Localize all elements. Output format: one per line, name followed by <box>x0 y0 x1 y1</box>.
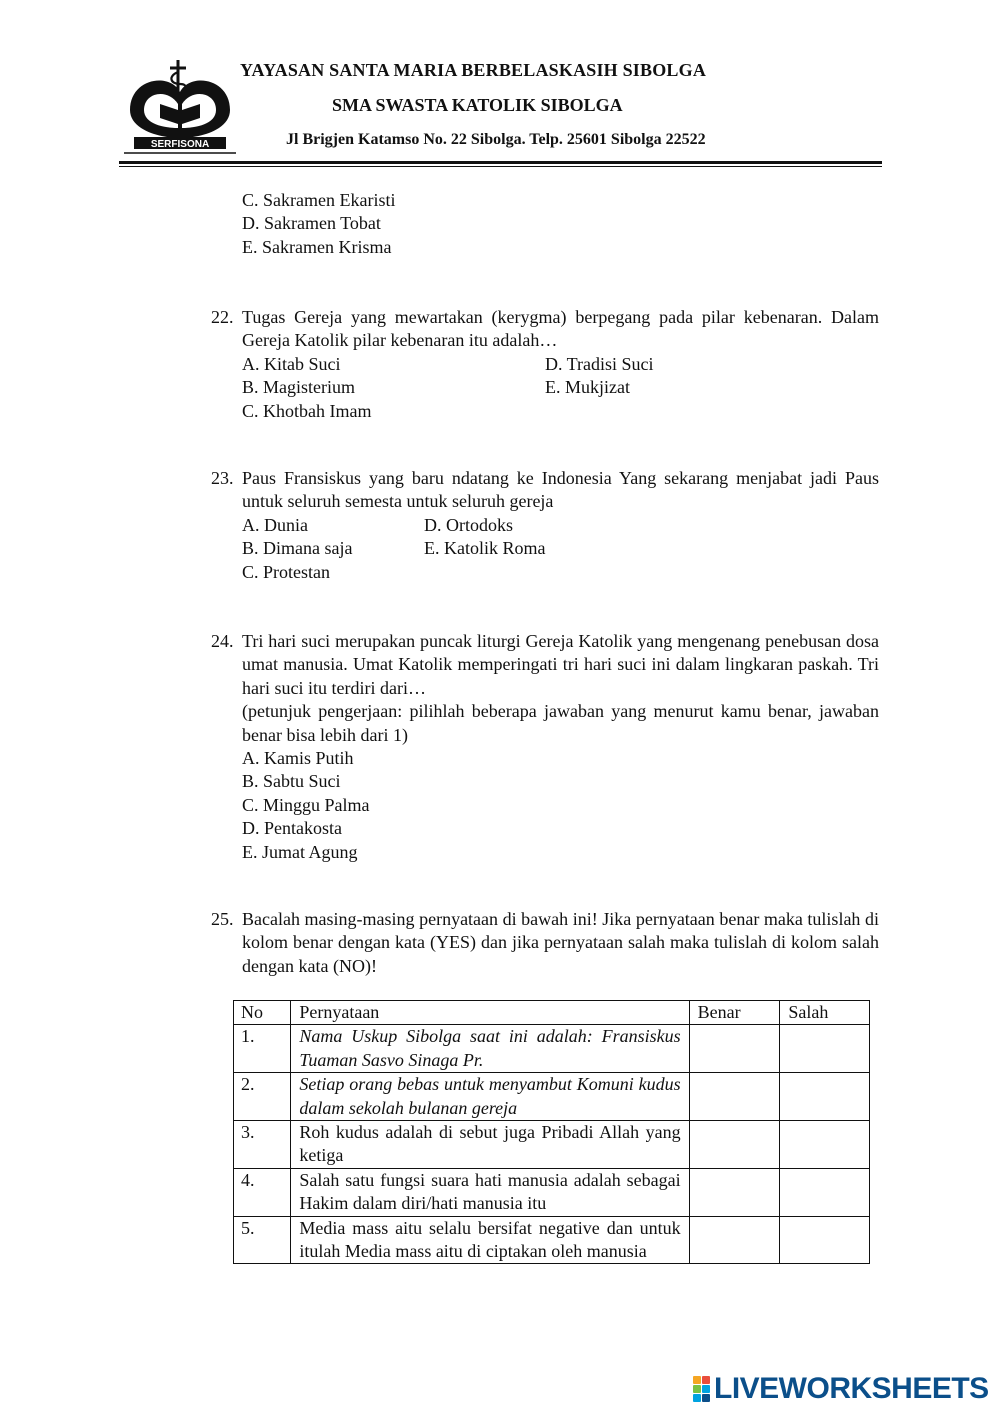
answer-true-cell[interactable] <box>689 1025 780 1073</box>
option-a[interactable]: A. Kamis Putih <box>242 748 354 769</box>
option-row <box>242 514 879 537</box>
answer-false-cell[interactable] <box>780 1073 870 1121</box>
statement-text: Roh kudus adalah di sebut juga Pribadi Allah yang ketiga <box>291 1121 689 1169</box>
row-number: 4. <box>234 1168 291 1216</box>
option-a[interactable]: A. Dunia <box>242 514 308 535</box>
question-23 <box>211 467 879 584</box>
option-a[interactable]: A. Kitab Suci <box>242 353 341 374</box>
row-number: 5. <box>234 1216 291 1264</box>
question-number: 25. <box>211 909 234 929</box>
row-number: 2. <box>234 1073 291 1121</box>
school-name: SMA SWASTA KATOLIK SIBOLGA <box>332 95 623 115</box>
school-header <box>0 0 1000 170</box>
statement-text: Salah satu fungsi suara hati manusia adalah sebagai Hakim dalam diri/hati manusia itu <box>291 1168 689 1216</box>
school-address: Jl Brigjen Katamso No. 22 Sibolga. Telp. 25601 Sibolga 22522 <box>286 131 706 148</box>
true-false-table <box>233 1000 870 1264</box>
header-no: No <box>234 1001 291 1025</box>
brand-wordmark: LIVEWORKSHEETS <box>714 1372 989 1405</box>
answer-true-cell[interactable] <box>689 1073 780 1121</box>
question-instruction: (petunjuk pengerjaan: pilihlah beberapa jawaban yang menurut kamu benar, jawaban benar bisa lebih dari 1) <box>242 701 879 745</box>
option-c[interactable]: C. Minggu Palma <box>242 794 370 815</box>
table-row <box>234 1121 870 1169</box>
liveworksheets-brand[interactable] <box>693 1373 989 1405</box>
question-stem: Bacalah masing-masing pernyataan di bawah ini! Jika pernyataan benar maka tulislah di kolom benar dengan kata (YES) dan jika pernyataan salah maka tulislah di kolom salah dengan kata (NO)! <box>242 909 879 976</box>
question-number: 24. <box>211 631 234 651</box>
option-b[interactable]: B. Magisterium <box>242 377 355 398</box>
header-true: Benar <box>689 1001 780 1025</box>
question-24 <box>211 630 879 864</box>
question-number: 23. <box>211 468 234 488</box>
svg-text:SERFISONA: SERFISONA <box>150 139 210 150</box>
table-header-row <box>234 1001 870 1025</box>
answer-false-cell[interactable] <box>780 1216 870 1264</box>
option-row <box>242 353 879 376</box>
option-e[interactable]: E. Mukjizat <box>545 377 630 398</box>
table-row <box>234 1025 870 1073</box>
table-row <box>234 1168 870 1216</box>
answer-true-cell[interactable] <box>689 1216 780 1264</box>
option-e[interactable]: E. Katolik Roma <box>424 538 546 559</box>
answer-false-cell[interactable] <box>780 1025 870 1073</box>
statement-text: Nama Uskup Sibolga saat ini adalah: Fransiskus Tuaman Sasvo Sinaga Pr. <box>291 1025 689 1073</box>
option-c[interactable]: C. Khotbah Imam <box>242 400 372 421</box>
question-22 <box>211 306 879 423</box>
table-row <box>234 1073 870 1121</box>
question-stem: Tugas Gereja yang mewartakan (kerygma) berpegang pada pilar kebenaran. Dalam Gereja Katolik pilar kebenaran itu adalah… <box>242 307 879 351</box>
answer-false-cell[interactable] <box>780 1121 870 1169</box>
header-divider-thin <box>119 166 882 167</box>
question-stem: Paus Fransiskus yang baru ndatang ke Indonesia Yang sekarang menjabat jadi Paus untuk seluruh semesta untuk seluruh gereja <box>242 468 879 512</box>
option-b[interactable]: B. Dimana saja <box>242 538 353 559</box>
answer-true-cell[interactable] <box>689 1168 780 1216</box>
answer-false-cell[interactable] <box>780 1168 870 1216</box>
liveworksheets-logo-icon <box>693 1376 710 1402</box>
option-d: D. Sakramen Tobat <box>242 213 381 234</box>
foundation-name: YAYASAN SANTA MARIA BERBELASKASIH SIBOLGA <box>240 60 707 80</box>
header-divider <box>119 161 882 164</box>
option-e[interactable]: E. Jumat Agung <box>242 841 358 862</box>
option-row <box>242 537 879 560</box>
header-false: Salah <box>780 1001 870 1025</box>
header-statement: Pernyataan <box>291 1001 689 1025</box>
option-row <box>242 376 879 399</box>
school-logo-icon <box>120 58 240 158</box>
option-d[interactable]: D. Tradisi Suci <box>545 353 654 374</box>
option-c: C. Sakramen Ekaristi <box>242 190 396 210</box>
option-e: E. Sakramen Krisma <box>242 236 392 257</box>
option-d[interactable]: D. Pentakosta <box>242 818 342 839</box>
question-number: 22. <box>211 307 234 327</box>
statement-text: Setiap orang bebas untuk menyambut Komuni kudus dalam sekolah bulanan gereja <box>291 1073 689 1121</box>
question-25 <box>211 908 879 978</box>
option-c[interactable]: C. Protestan <box>242 561 330 582</box>
answer-true-cell[interactable] <box>689 1121 780 1169</box>
statement-text: Media mass aitu selalu bersifat negative dan untuk itulah Media mass aitu di ciptakan oleh manusia <box>291 1216 689 1264</box>
row-number: 3. <box>234 1121 291 1169</box>
previous-question-options <box>242 189 395 259</box>
option-d[interactable]: D. Ortodoks <box>424 514 513 535</box>
table-row <box>234 1216 870 1264</box>
option-b[interactable]: B. Sabtu Suci <box>242 771 341 792</box>
row-number: 1. <box>234 1025 291 1073</box>
question-stem: Tri hari suci merupakan puncak liturgi Gereja Katolik yang mengenang penebusan dosa umat manusia. Umat Katolik memperingati tri hari suci ini dalam lingkaran paskah. Tri hari suci itu terdiri dari… <box>242 631 879 698</box>
